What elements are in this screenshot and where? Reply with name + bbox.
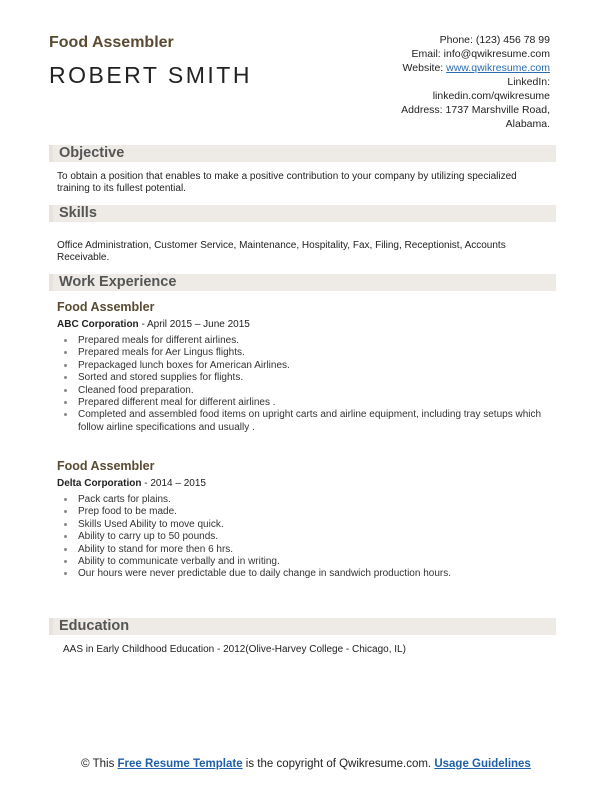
contact-block xyxy=(320,33,550,131)
list-item: Prepared meals for different airlines. xyxy=(57,335,547,347)
education-text: AAS in Early Childhood Education - 2012(Olive-Harvey College - Chicago, IL) xyxy=(63,644,406,655)
list-item: Pack carts for plains. xyxy=(57,494,547,506)
job-1-company-line xyxy=(57,319,250,330)
objective-text: To obtain a position that enables to make a positive contribution to your company by utilizing specialized training to its fullest potential. xyxy=(57,171,517,194)
job-2-company-line xyxy=(57,478,206,489)
footer-middle: is the copyright of Qwikresume.com. xyxy=(242,758,435,770)
job-1-bullets xyxy=(57,335,547,434)
job-2-dates: - 2014 – 2015 xyxy=(141,478,206,489)
education-section-header xyxy=(49,618,556,635)
skills-title: Skills xyxy=(59,205,97,221)
phone-label: Phone: xyxy=(439,34,473,46)
contact-phone xyxy=(320,33,550,47)
list-item: Prep food to be made. xyxy=(57,506,547,518)
address-line1: 1737 Marshville Road, xyxy=(445,104,550,116)
job-2-bullets xyxy=(57,494,547,581)
contact-address xyxy=(320,103,550,117)
list-item: Ability to stand for more then 6 hrs. xyxy=(57,544,547,556)
free-resume-template-link[interactable]: Free Resume Template xyxy=(117,758,243,770)
list-item: Completed and assembled food items on upright carts and airline equipment, including tray setups which follow airline specifications and usually . xyxy=(57,409,547,434)
list-item: Ability to carry up to 50 pounds. xyxy=(57,531,547,543)
footer-prefix: © This xyxy=(81,758,118,770)
address-label: Address: xyxy=(401,104,443,116)
job-1-company: ABC Corporation xyxy=(57,319,139,330)
work-title: Work Experience xyxy=(59,274,177,290)
work-section-header xyxy=(49,274,556,291)
website-link[interactable]: www.qwikresume.com xyxy=(446,62,550,74)
contact-linkedin-value: linkedin.com/qwikresume xyxy=(432,90,550,102)
education-title: Education xyxy=(59,618,130,634)
website-label: Website: xyxy=(402,62,444,74)
contact-website xyxy=(320,61,550,75)
phone-value: (123) 456 78 99 xyxy=(475,34,550,46)
contact-linkedin-label: LinkedIn: xyxy=(507,76,550,88)
list-item: Our hours were never predictable due to daily change in sandwich production hours. xyxy=(57,568,547,580)
email-value: info@qwikresume.com xyxy=(443,48,550,60)
skills-section-header xyxy=(49,205,556,222)
job-2-company: Delta Corporation xyxy=(57,478,142,489)
job-1-role: Food Assembler xyxy=(57,300,155,314)
list-item: Prepared meals for Aer Lingus flights. xyxy=(57,347,547,359)
contact-email xyxy=(320,47,550,61)
skills-text: Office Administration, Customer Service, Maintenance, Hospitality, Fax, Filing, Receptionist, Accounts Receivable. xyxy=(57,240,506,263)
objective-title: Objective xyxy=(59,145,125,161)
usage-guidelines-link[interactable]: Usage Guidelines xyxy=(434,758,531,770)
job-title: Food Assembler xyxy=(49,34,174,51)
objective-section-header xyxy=(49,145,556,162)
list-item: Prepackaged lunch boxes for American Airlines. xyxy=(57,360,547,372)
email-label: Email: xyxy=(411,48,441,60)
candidate-name: ROBERT SMITH xyxy=(49,62,252,88)
job-2-role: Food Assembler xyxy=(57,459,155,473)
list-item: Skills Used Ability to move quick. xyxy=(57,519,547,531)
contact-address-line2: Alabama. xyxy=(505,118,550,130)
job-1-dates: - April 2015 – June 2015 xyxy=(138,319,250,330)
list-item: Prepared different meal for different airlines . xyxy=(57,397,547,409)
list-item: Ability to communicate verbally and in writing. xyxy=(57,556,547,568)
list-item: Sorted and stored supplies for flights. xyxy=(57,372,547,384)
list-item: Cleaned food preparation. xyxy=(57,385,547,397)
copyright-footer xyxy=(0,757,612,771)
